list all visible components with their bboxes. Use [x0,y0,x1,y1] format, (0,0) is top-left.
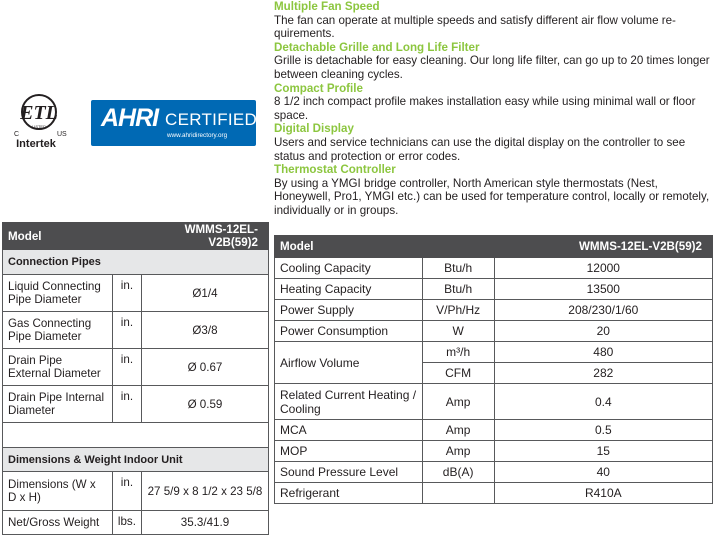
table-row [3,275,269,312]
table-row [275,321,713,342]
feature-title: Digital Display [274,122,354,136]
row-label: Related Current Heating / Cooling [275,384,423,420]
row-unit: in. [112,275,141,312]
row-label: Airflow Volume [275,342,423,384]
row-unit: in. [112,472,141,511]
svg-text:US: US [57,131,67,138]
table-row [3,312,269,349]
ahri-url: www.ahridirectory.org [167,132,228,139]
row-label: Net/Gross Weight [3,511,113,535]
row-unit: lbs. [112,511,141,535]
feature-compact-profile [274,82,714,123]
row-label: Liquid Connecting Pipe Diameter [3,275,113,312]
pipes-dimensions-table [2,222,269,535]
row-label: MCA [275,420,423,441]
row-label: MOP [275,441,423,462]
table-row [275,483,713,504]
table-row [275,342,713,363]
model-value: WMMS-12EL-V2B(59)2 [141,223,268,250]
feature-title: Multiple Fan Speed [274,0,380,13]
etl-mark-icon [8,88,70,140]
table-row [3,511,269,535]
table-row [275,258,713,279]
row-unit: in. [112,312,141,349]
model-label: Model [3,223,142,250]
table-row [275,441,713,462]
certification-logos [0,80,270,160]
row-value: 282 [494,363,712,384]
table-row [275,384,713,420]
row-label: Power Supply [275,300,423,321]
ahri-wordmark: AHRI [101,104,159,132]
row-value: Ø1/4 [141,275,268,312]
feature-title: Thermostat Controller [274,163,396,177]
row-label: Refrigerant [275,483,423,504]
features-list [274,0,714,218]
row-value: 20 [494,321,712,342]
table-row [275,462,713,483]
row-label: Heating Capacity [275,279,423,300]
row-unit: W [422,321,494,342]
table-row [3,386,269,423]
row-unit: CFM [422,363,494,384]
row-unit: Amp [422,441,494,462]
row-value: Ø 0.59 [141,386,268,423]
feature-desc: The fan can operate at multiple speeds and satisfy different air flow volume re-quirements. [274,13,676,41]
table-header-row [275,236,713,258]
table-row [3,472,269,511]
table-row [275,279,713,300]
spacer-row [3,423,269,448]
table-row [275,420,713,441]
feature-desc: By using a YMGI bridge controller, North American style thermostats (Nest, Honeywell, Pro1, YMGI etc.) can be used for temperature control, locally or remotely, individually or in groups. [274,176,710,217]
feature-fan-speed [274,0,714,41]
svg-text:LISTED: LISTED [31,124,47,129]
row-value: 12000 [494,258,712,279]
feature-thermostat [274,163,714,217]
ahri-certified-logo [91,100,256,146]
row-value: R410A [494,483,712,504]
row-label: Cooling Capacity [275,258,423,279]
row-value: 0.5 [494,420,712,441]
row-value: 15 [494,441,712,462]
row-value: Ø3/8 [141,312,268,349]
feature-grille-filter [274,41,714,82]
row-unit: Amp [422,420,494,441]
row-value: 208/230/1/60 [494,300,712,321]
row-value: Ø 0.67 [141,349,268,386]
model-value: WMMS-12EL-V2B(59)2 [494,236,712,258]
row-value: 0.4 [494,384,712,420]
feature-digital-display [274,122,714,163]
row-value: 480 [494,342,712,363]
table-row [3,349,269,386]
row-unit: dB(A) [422,462,494,483]
svg-text:C: C [14,131,20,138]
section-title: Connection Pipes [3,250,269,275]
ahri-certified-text: CERTIFIED [165,110,258,129]
row-unit: V/Ph/Hz [422,300,494,321]
feature-desc: Users and service technicians can use the digital display on the controller to see status and protection or error codes. [274,135,686,163]
row-unit: Amp [422,384,494,420]
row-label: Gas Connecting Pipe Diameter [3,312,113,349]
feature-title: Compact Profile [274,81,363,95]
intertek-label: Intertek [16,138,56,150]
feature-desc: 8 1/2 inch compact profile makes installation easy while using minimal wall or floor space. [274,95,696,122]
table-header-row [3,223,269,250]
feature-title: Detachable Grille and Long Life Filter [274,40,480,54]
row-unit [422,483,494,504]
feature-desc: Grille is detachable for easy cleaning. Our long life filter, can go up to 20 times longer between cleaning cycles. [274,54,710,81]
section-title: Dimensions & Weight Indoor Unit [3,448,269,472]
row-label: Drain Pipe Internal Diameter [3,386,113,423]
row-unit: Btu/h [422,258,494,279]
row-value: 35.3/41.9 [141,511,268,535]
row-value: 27 5/9 x 8 1/2 x 23 5/8 [141,472,268,511]
svg-text:ETL: ETL [20,102,58,124]
row-unit: m³/h [422,342,494,363]
performance-specs-table [274,235,713,504]
row-label: Sound Pressure Level [275,462,423,483]
section-row [3,250,269,275]
row-unit: in. [112,349,141,386]
row-label: Power Consumption [275,321,423,342]
model-label: Model [275,236,495,258]
row-label: Dimensions (W x D x H) [3,472,113,511]
row-value: 13500 [494,279,712,300]
row-unit: in. [112,386,141,423]
section-row [3,448,269,472]
row-label: Drain Pipe External Diameter [3,349,113,386]
row-unit: Btu/h [422,279,494,300]
row-value: 40 [494,462,712,483]
table-row [275,300,713,321]
